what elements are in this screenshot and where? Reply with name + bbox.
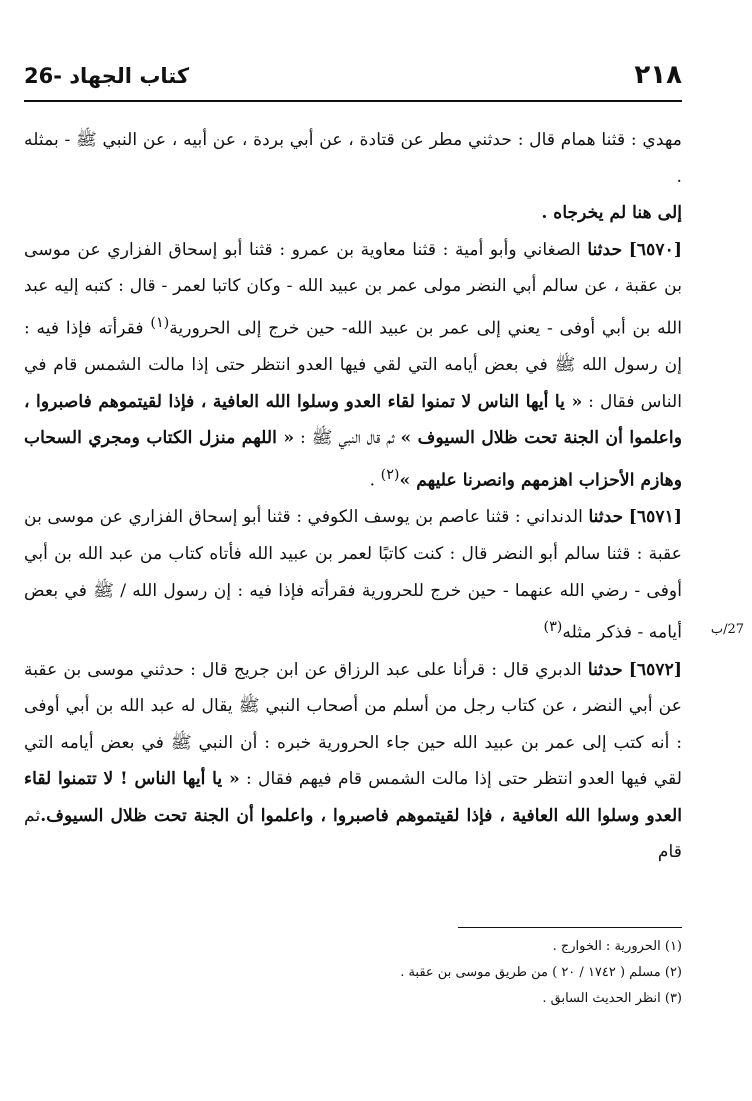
footnote-item: (١) الحرورية : الخوارج . — [552, 939, 682, 954]
hadith-quote: « يا أيها الناس لا تمنوا لقاء العدو وسلوا الله العافية ، فإذا لقيتموهم فاصبروا ، واعلموا أن الجنة تحت ظلال السيوف » — [24, 391, 682, 449]
margin-folio-note: 27/ب — [710, 622, 744, 637]
footnotes — [200, 934, 682, 1012]
page-number: ٢١٨ — [634, 60, 682, 90]
hadith-label: حدثنا — [587, 239, 623, 260]
header-rule — [24, 100, 682, 102]
footnote-item: (٣) انظر الحديث السابق . — [542, 991, 682, 1006]
hadith-label: حدثنا — [588, 507, 624, 528]
hadith-text: ثم قام — [24, 805, 682, 863]
footnote-ref: (٢) — [380, 467, 400, 484]
hadith-6570 — [24, 232, 682, 500]
paragraph-note: إلى هنا لم يخرجاه . — [541, 203, 682, 224]
hadith-number: [٦٥٧٠] — [628, 239, 682, 260]
hadith-quote: « يا أيها الناس ! لا تتمنوا لقاء العدو وسلوا الله العافية ، فإذا لقيتموهم فاصبروا ، واعلموا أن الجنة تحت ظلال السيوف. — [24, 769, 682, 826]
main-text — [24, 122, 682, 907]
hadith-quote: « اللهم منزل الكتاب ومجري السحاب وهازم الأحزاب اهزمهم وانصرنا عليهم » — [24, 428, 682, 491]
hadith-text: الدبري قال : قرأنا على عبد الرزاق عن ابن جريج قال : حدثني موسى بن عقبة عن أبي النضر ، عن كتاب رجل من أسلم من أصحاب النبي ﷺ يقال له عبد الله بن أبي أوفى : أنه كتب إلى عمر بن عبيد الله حين جاء الحرورية خبره : أن النبي ﷺ في بعض أيامه التي لقي فيها العدو انتظر حتى إذا مالت الشمس قام فيهم فقال : — [24, 659, 682, 790]
hadith-text: ثم قال النبي ﷺ : — [294, 428, 401, 449]
hadith-text: . — [369, 470, 381, 491]
hadith-number: [٦٥٧٢] — [628, 659, 683, 680]
footnote-rule — [458, 927, 682, 928]
hadith-text: الدنداني : قثنا عاصم بن يوسف الكوفي : قثنا أبو إسحاق الفزاري عن موسى بن عقبة : قثنا سالم أبو النضر قال : كنت كاتبًا لعمر بن عبيد الله فأتاه كتاب من عبد الله بن أبي أوفى - رضي الله عنهما - حين خرج للحرورية فقرأته فإذا فيه : إن رسول الله / ﷺ في بعض أيامه - فذكر مثله — [24, 507, 682, 643]
hadith-label: حدثنا — [587, 659, 623, 680]
paragraph-intro: مهدي : قثنا همام قال : حدثني مطر عن قتادة ، عن أبي بردة ، عن أبيه ، عن النبي ﷺ - بمثله . — [24, 130, 682, 187]
page-header — [24, 58, 682, 98]
hadith-text: الصغاني وأبو أمية : قثنا معاوية بن عمرو : قثنا أبو إسحاق الفزاري عن موسى بن عقبة ، عن سالم أبي النضر مولى عمر بن عبيد الله - وكان كاتبا لعمر - قال : كتبه إليه عبد الله بن أبي أوفى - يعني إلى عمر بن عبيد الله- حين خرج إلى الحرورية — [24, 239, 682, 339]
footnote-item: (٢) مسلم ( ١٧٤٢ / ٢٠ ) من طريق موسى بن عقبة . — [400, 965, 682, 980]
hadith-6572 — [24, 652, 682, 872]
footnote-ref: (٣) — [543, 619, 563, 636]
hadith-6571 — [24, 499, 682, 651]
footnote-ref: (١) — [150, 314, 170, 331]
chapter-title: 26- كتاب الجهاد — [24, 64, 190, 88]
hadith-number: [٦٥٧١] — [628, 507, 683, 528]
hadith-text: فقرأته فإذا فيه : إن رسول الله ﷺ في بعض أيامه التي لقي فيها العدو انتظر حتى إذا مالت الشمس قام في الناس فقال : — [24, 318, 682, 412]
